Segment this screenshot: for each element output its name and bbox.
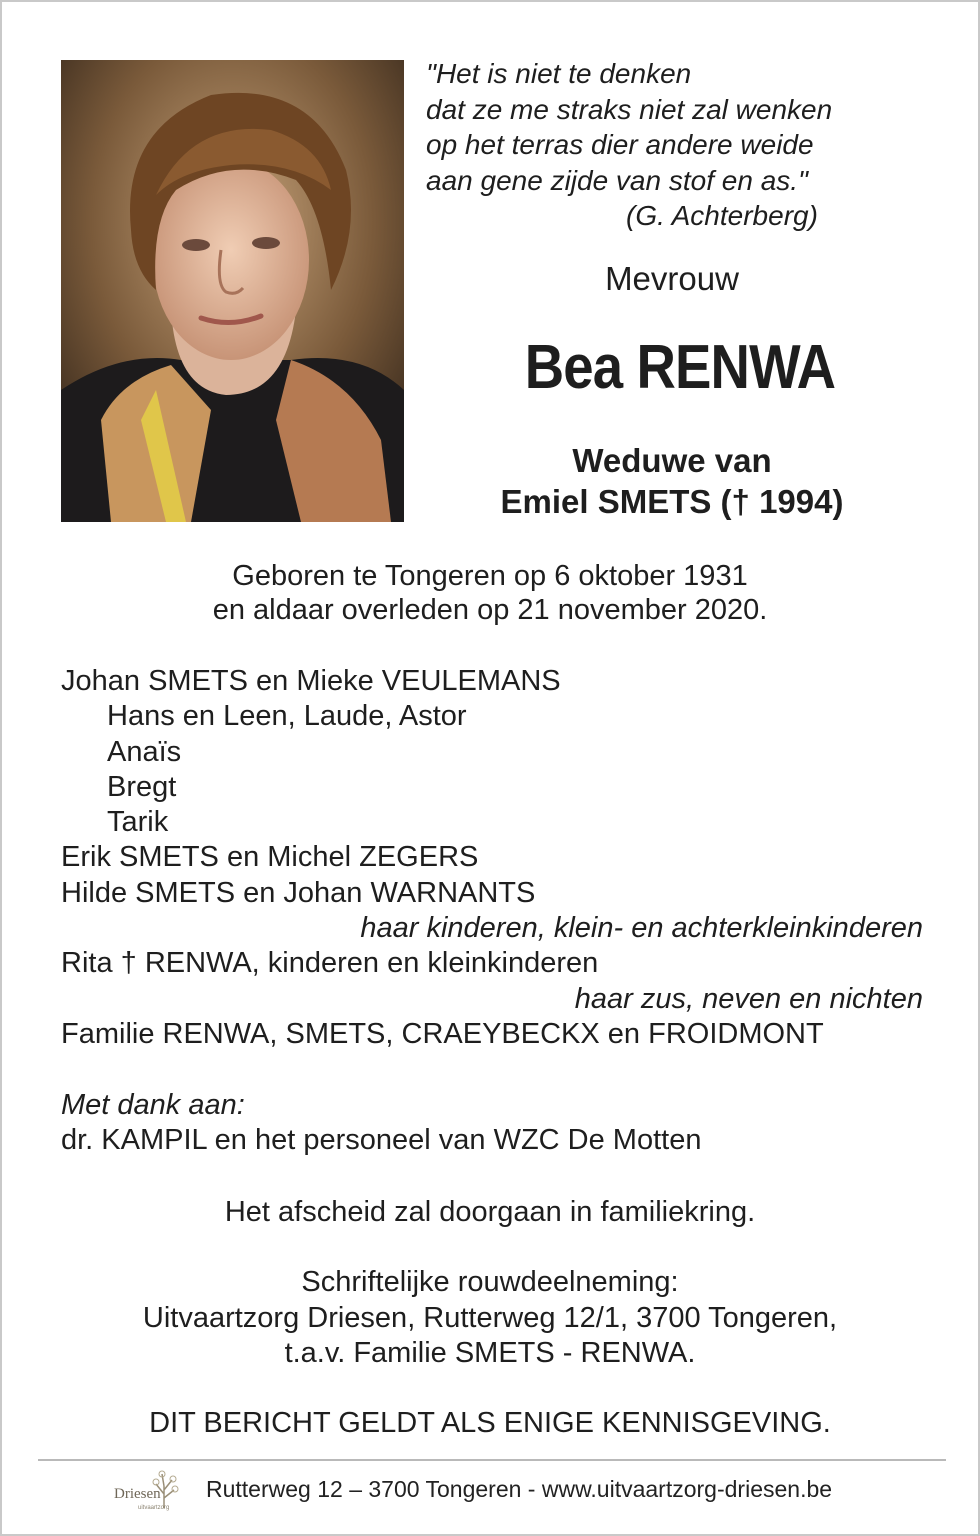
thanks-section	[61, 1088, 701, 1158]
notice-line: DIT BERICHT GELDT ALS ENIGE KENNISGEVING.	[149, 1407, 831, 1439]
widow-label: Weduwe van	[572, 442, 772, 479]
condolence-address: Uitvaartzorg Driesen, Rutterweg 12/1, 3700 Tongeren,	[142, 1301, 838, 1334]
tree-logo-icon	[112, 1468, 186, 1514]
family-list	[61, 664, 923, 1052]
portrait-photo	[61, 60, 404, 522]
thanks-text: dr. KAMPIL en het personeel van WZC De Motten	[61, 1124, 702, 1156]
death-line: en aldaar overleden op 21 november 2020.	[212, 594, 768, 626]
poem-line: "Het is niet te denken	[426, 58, 692, 89]
condolence-heading: Schriftelijke rouwdeelneming:	[301, 1266, 679, 1298]
poem-line: op het terras dier andere weide	[426, 129, 814, 160]
poem-quote	[426, 56, 946, 234]
logo-wordmark: Driesen	[114, 1486, 161, 1502]
portrait-illustration	[61, 60, 404, 522]
birth-line: Geboren te Tongeren op 6 oktober 1931	[232, 560, 748, 592]
thanks-heading: Met dank aan:	[61, 1089, 245, 1121]
poem-line: dat ze me straks niet zal wenken	[426, 93, 833, 125]
widow-of	[422, 440, 922, 522]
birth-death-info	[2, 559, 978, 627]
family-line: Hans en Leen, Laude, Astor	[107, 700, 467, 733]
family-relation: haar kinderen, klein- en achterkleinkinderen	[360, 912, 923, 945]
family-line: Erik SMETS en Michel ZEGERS	[61, 841, 479, 874]
family-line: Anaïs	[107, 735, 182, 768]
footer-address: Rutterweg 12 – 3700 Tongeren - www.uitvaartzorg-driesen.be	[206, 1476, 833, 1502]
family-line: Bregt	[107, 770, 177, 803]
honorific: Mevrouw	[605, 260, 739, 297]
poem-author: (G. Achterberg)	[626, 200, 818, 231]
footer-divider	[38, 1459, 946, 1461]
family-line: Familie RENWA, SMETS, CRAEYBECKX en FROIDMONT	[61, 1017, 824, 1050]
family-line: Tarik	[107, 806, 169, 839]
deceased-name: Bea RENWA	[524, 333, 836, 402]
spouse-name: Emiel SMETS († 1994)	[500, 483, 844, 520]
family-line: Hilde SMETS en Johan WARNANTS	[61, 876, 536, 909]
family-relation: haar zus, neven en nichten	[574, 982, 923, 1015]
family-line: Johan SMETS en Mieke VEULEMANS	[61, 665, 561, 697]
poem-line: aan gene zijde van stof en as."	[426, 164, 808, 196]
logo-subtitle: uitvaartzorg	[138, 1505, 170, 1511]
farewell-note: Het afscheid zal doorgaan in familiekring.	[224, 1196, 756, 1228]
condolence-attention: t.a.v. Familie SMETS - RENWA.	[284, 1337, 696, 1369]
funeral-home-logo	[112, 1468, 186, 1514]
condolence-info	[2, 1265, 978, 1372]
family-line: Rita † RENWA, kinderen en kleinkinderen	[61, 947, 599, 980]
